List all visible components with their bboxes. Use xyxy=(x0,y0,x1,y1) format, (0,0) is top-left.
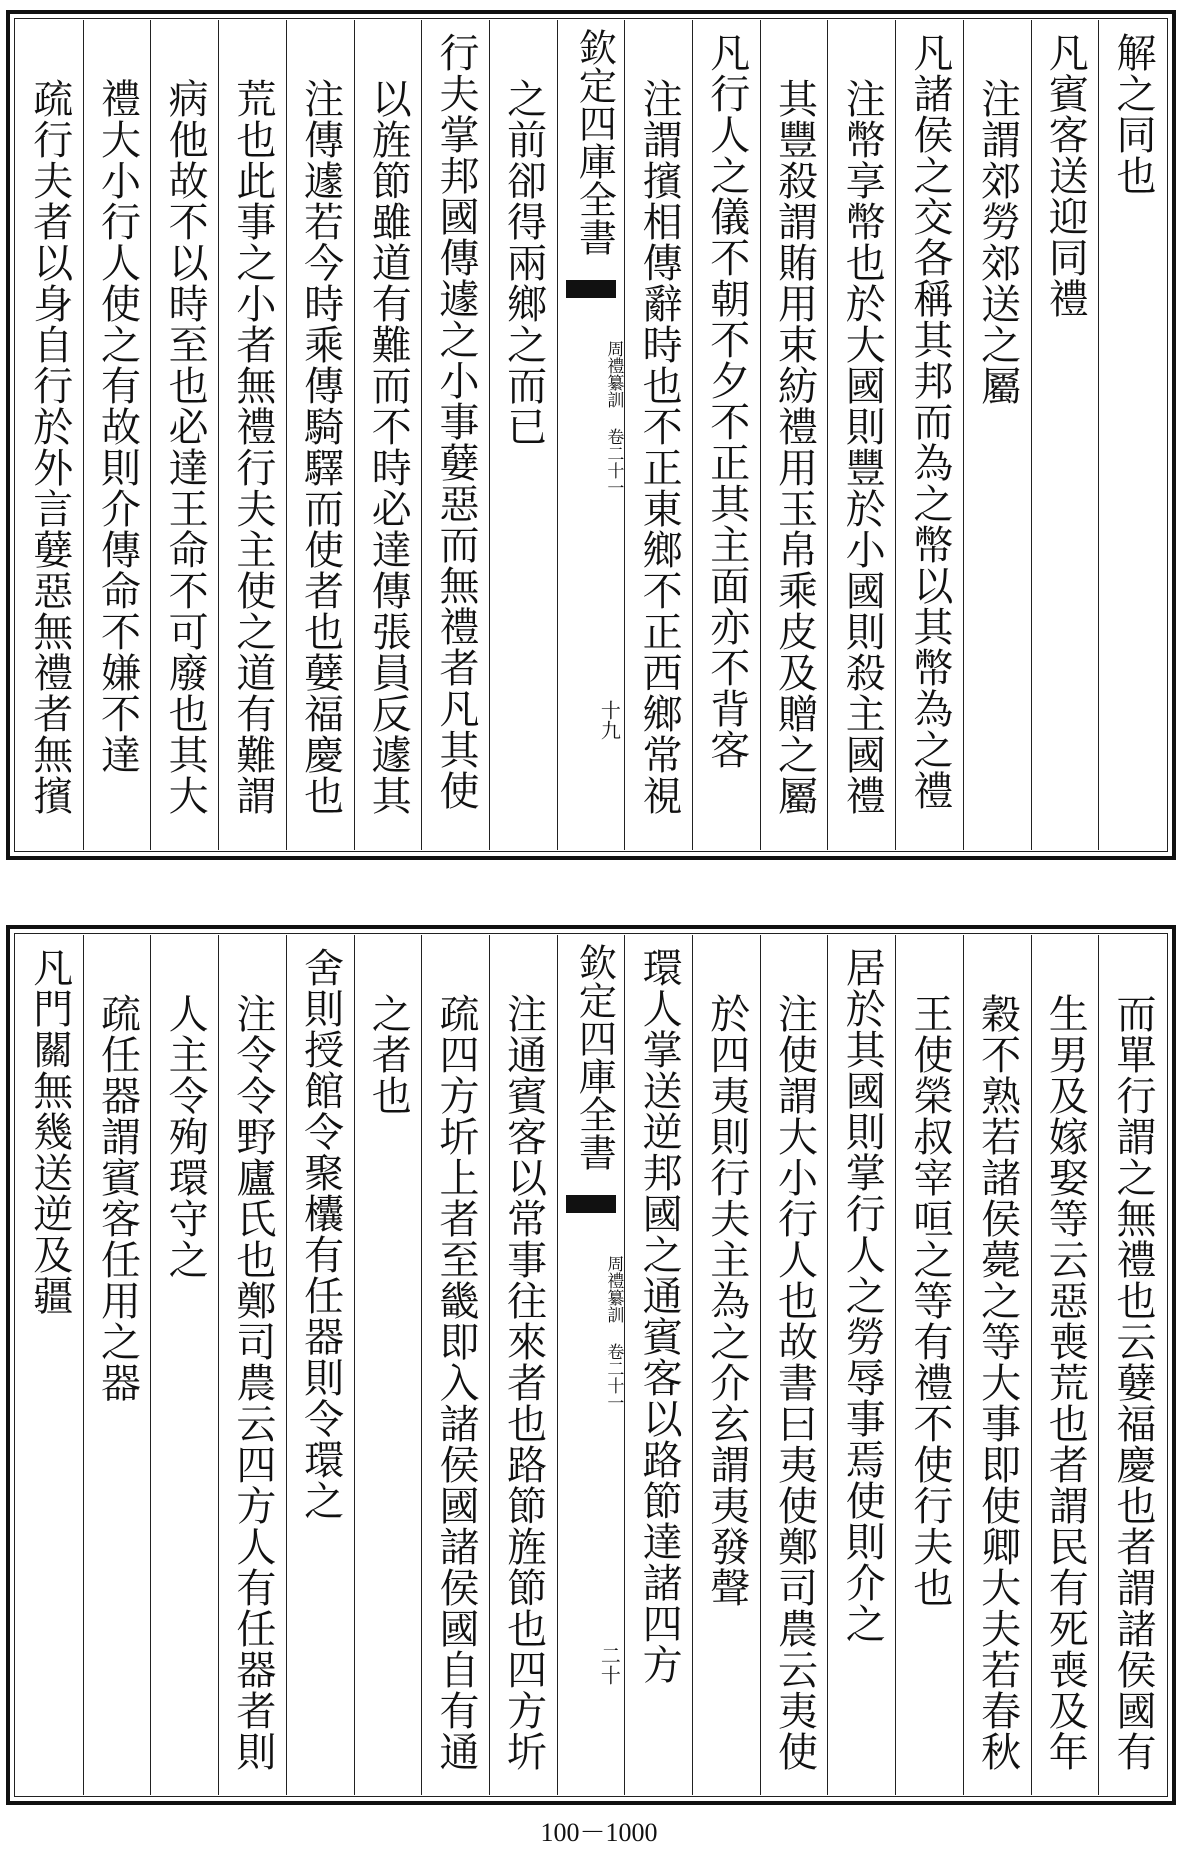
text-column xyxy=(421,935,489,1795)
column-text: 凡行人之儀不朝不夕不正其主面亦不背客 xyxy=(703,32,750,770)
column-text: 注令令野廬氏也鄭司農云四方人有任器者則 xyxy=(229,993,276,1772)
column-text: 王使榮叔宰咺之等有禮不使行夫也 xyxy=(906,993,953,1608)
page-footer-number: 100－1000 xyxy=(540,1818,658,1847)
gutter-book-title xyxy=(558,340,625,496)
text-column xyxy=(827,935,895,1795)
column-text: 凡諸侯之交各稱其邦而為之幣以其幣為之禮 xyxy=(906,32,953,811)
page-gutter xyxy=(557,20,625,850)
column-text: 其豐殺謂賄用束紡禮用玉帛乘皮及贈之屬 xyxy=(771,78,818,816)
column-text: 而單行謂之無禮也云㜸福慶也者謂諸侯國有 xyxy=(1110,993,1156,1772)
text-column xyxy=(1098,20,1166,850)
text-column xyxy=(286,20,354,850)
text-column xyxy=(489,935,557,1795)
column-text: 之前卻得兩鄉之而已 xyxy=(500,78,547,447)
text-column xyxy=(895,935,963,1795)
column-text: 生男及嫁娶等云惡喪荒也者謂民有死喪及年 xyxy=(1042,993,1089,1772)
text-column xyxy=(963,935,1031,1795)
bottom-page xyxy=(6,925,1176,1805)
gutter-title: 欽定四庫全書 xyxy=(572,943,617,1171)
column-text: 注謂擯相傳辭時也不正東鄉不正西鄉常視 xyxy=(636,78,683,816)
text-column xyxy=(1098,935,1166,1795)
text-column xyxy=(489,20,557,850)
text-column xyxy=(692,20,760,850)
column-text: 凡門關無幾送逆及疆 xyxy=(26,947,73,1316)
column-text: 凡賓客送迎同禮 xyxy=(1042,32,1089,319)
column-text: 注幣享幣也於大國則豐於小國則殺主國禮 xyxy=(839,78,886,816)
text-column xyxy=(83,935,151,1795)
column-text: 之者也 xyxy=(365,993,412,1116)
column-text: 於四夷則行夫主為之介玄謂夷發聲 xyxy=(703,993,750,1608)
column-text: 居於其國則掌行人之勞辱事焉使則介之 xyxy=(839,947,886,1644)
text-column xyxy=(963,20,1031,850)
gutter-volume: 卷二十一 xyxy=(603,1343,624,1411)
gutter-title: 欽定四庫全書 xyxy=(572,28,617,256)
column-text: 注使謂大小行人也故書曰夷使鄭司農云夷使 xyxy=(771,993,818,1772)
text-column xyxy=(218,935,286,1795)
column-text: 疏四方圻上者至畿即入諸侯國諸侯國自有通 xyxy=(432,993,479,1772)
text-column xyxy=(83,20,151,850)
text-column xyxy=(760,935,828,1795)
text-column xyxy=(421,20,489,850)
text-column xyxy=(692,935,760,1795)
text-column xyxy=(150,935,218,1795)
column-text: 注謂郊勞郊送之屬 xyxy=(974,78,1021,406)
fishtail-mark-icon xyxy=(566,280,617,298)
text-column xyxy=(16,20,83,850)
text-column xyxy=(1031,20,1099,850)
text-column xyxy=(624,935,692,1795)
fishtail-mark-icon xyxy=(566,1195,617,1213)
column-text: 解之同也 xyxy=(1110,32,1156,196)
gutter-volume: 卷二十一 xyxy=(603,428,624,496)
column-text: 以旌節雖道有難而不時必達傳張員反遽其 xyxy=(365,78,412,816)
text-column xyxy=(760,20,828,850)
page-gutter xyxy=(557,935,625,1795)
column-text: 注傳遽若今時乘傳騎驛而使者也㜸福慶也 xyxy=(297,78,344,816)
text-column xyxy=(150,20,218,850)
text-column xyxy=(286,935,354,1795)
gutter-page-number: 十九 xyxy=(597,700,622,740)
column-text: 禮大小行人使之有故則介傳命不嫌不達 xyxy=(94,78,141,775)
column-text: 人主令殉環守之 xyxy=(162,993,209,1280)
column-text: 注通賓客以常事往來者也路節旌節也四方圻 xyxy=(500,993,547,1772)
text-column xyxy=(624,20,692,850)
gutter-page-number: 二十 xyxy=(597,1645,622,1685)
text-column xyxy=(895,20,963,850)
column-text: 舍則授館令聚欜有任器則令環之 xyxy=(297,947,344,1521)
gutter-book-title xyxy=(558,1255,625,1411)
text-column xyxy=(218,20,286,850)
gutter-book-name: 周禮纂訓 xyxy=(603,1255,624,1323)
column-text: 穀不熟若諸侯薨之等大事即使卿大夫若春秋 xyxy=(974,993,1021,1772)
top-page xyxy=(6,10,1176,860)
text-column xyxy=(1031,935,1099,1795)
text-column xyxy=(827,20,895,850)
text-column xyxy=(354,20,422,850)
text-column xyxy=(354,935,422,1795)
column-text: 行夫掌邦國傳遽之小事㜸惡而無禮者凡其使 xyxy=(432,32,479,811)
column-text: 疏行夫者以身自行於外言㜸惡無禮者無擯 xyxy=(26,78,73,816)
column-text: 病他故不以時至也必達王命不可廢也其大 xyxy=(162,78,209,816)
column-text: 疏任器謂賓客任用之器 xyxy=(94,993,141,1403)
column-text: 環人掌送逆邦國之通賓客以路節達諸四方 xyxy=(636,947,683,1685)
text-column xyxy=(16,935,83,1795)
column-text: 荒也此事之小者無禮行夫主使之道有難謂 xyxy=(229,78,276,816)
gutter-book-name: 周禮纂訓 xyxy=(603,340,624,408)
